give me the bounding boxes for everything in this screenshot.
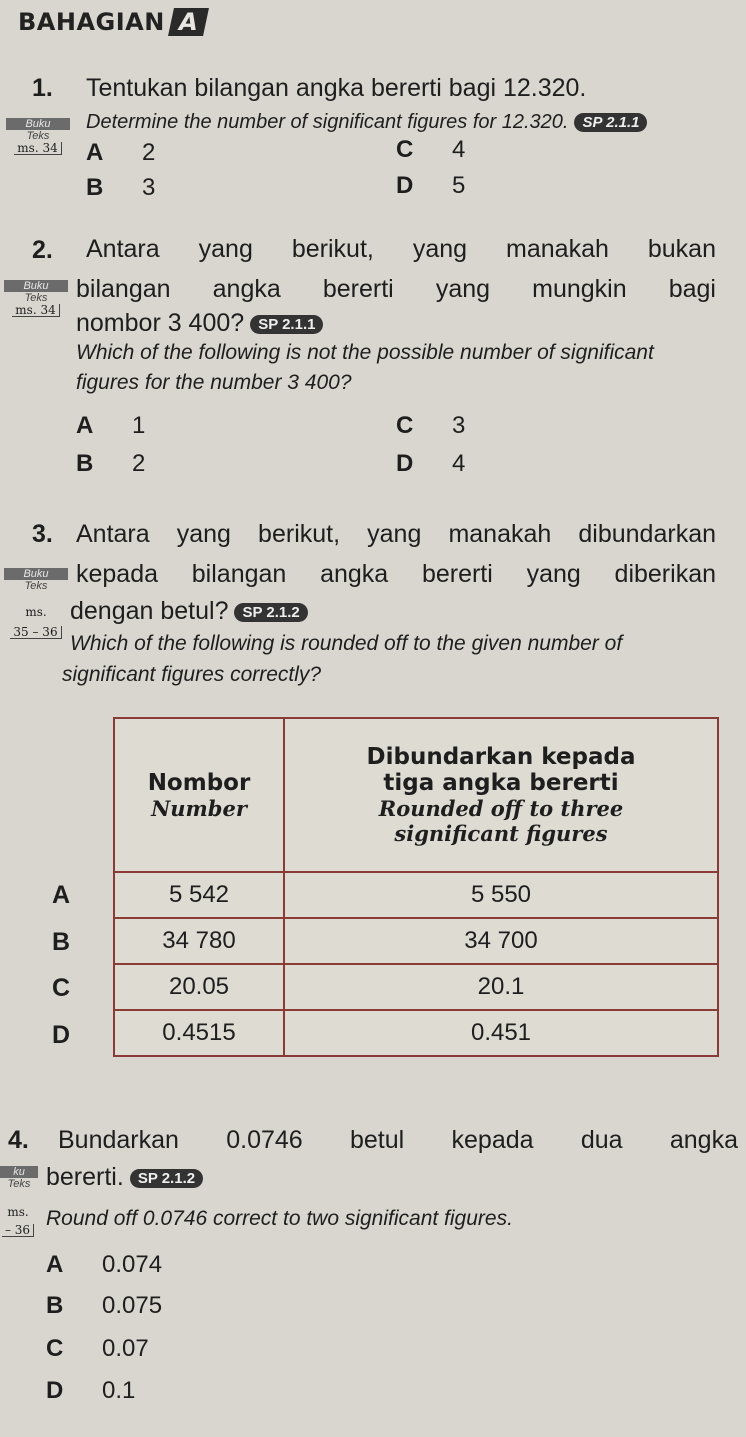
teks-tag: Teks <box>26 130 50 142</box>
cell-rounded: 20.1 <box>284 964 718 1010</box>
teks-tag: Teks <box>7 1178 31 1190</box>
q2-text-line3-label: nombor 3 400? <box>76 309 245 337</box>
option-letter: C <box>396 136 414 163</box>
cell-number: 20.05 <box>114 964 284 1010</box>
q2-option-c[interactable] <box>396 412 465 440</box>
q3-text-en2: significant figures correctly? <box>62 663 322 686</box>
option-letter: D <box>396 172 414 199</box>
option-letter: C <box>46 1335 64 1362</box>
sp-badge: SP 2.1.1 <box>574 113 647 132</box>
q1-option-d[interactable] <box>396 172 465 200</box>
option-value: 4 <box>452 450 466 477</box>
q3-option-d[interactable]: D <box>52 1021 71 1049</box>
option-value: 3 <box>142 174 156 201</box>
q4-option-b[interactable] <box>46 1292 162 1320</box>
q2-text-en1: Which of the following is not the possible number of significant <box>76 341 654 364</box>
q4-option-a[interactable] <box>46 1251 162 1279</box>
q2-text-en2: figures for the number 3 400? <box>76 371 352 394</box>
cell-number: 34 780 <box>114 918 284 964</box>
q1-text-en <box>86 111 647 134</box>
option-value: 0.074 <box>102 1251 163 1278</box>
col-number-en: Number <box>151 795 247 821</box>
page-range: – 36 <box>2 1224 34 1237</box>
section-header <box>18 8 206 36</box>
option-letter: C <box>396 412 414 439</box>
q4-option-d[interactable] <box>46 1377 135 1405</box>
q3-table <box>113 717 719 1057</box>
option-value: 5 <box>452 172 466 199</box>
cell-rounded: 34 700 <box>284 918 718 964</box>
q2-text-line1: Antara yang berikut, yang manakah bukan <box>86 235 716 263</box>
option-letter: B <box>86 174 104 201</box>
cell-number: 5 542 <box>114 872 284 918</box>
page-range: 35 – 36 <box>10 626 61 639</box>
cell-rounded: 5 550 <box>284 872 718 918</box>
q3-text-line3 <box>70 597 308 626</box>
q3-number: 3. <box>32 520 53 548</box>
buku-tag: Buku <box>4 568 68 580</box>
buku-tag: ku <box>0 1166 38 1178</box>
q2-option-d[interactable] <box>396 450 465 478</box>
option-value: 0.1 <box>102 1377 136 1404</box>
cell-number: 0.4515 <box>114 1010 284 1056</box>
q4-text-line1: Bundarkan 0.0746 betul kepada dua angka <box>58 1126 738 1154</box>
q1-number: 1. <box>32 74 53 102</box>
page-ms: ms. <box>7 1205 29 1219</box>
col-rounded-en1: Rounded off to three <box>378 796 624 821</box>
teks-tag: Teks <box>24 292 48 304</box>
col-number-header <box>114 718 284 872</box>
option-value: 3 <box>452 412 466 439</box>
option-value: 4 <box>452 136 466 163</box>
q2-text-line3 <box>76 309 323 338</box>
option-value: 2 <box>132 450 146 477</box>
option-letter: D <box>46 1377 64 1404</box>
q2-option-b[interactable] <box>76 450 145 478</box>
option-letter: D <box>396 450 414 477</box>
q4-number: 4. <box>8 1126 29 1154</box>
page-ms: ms. <box>25 605 47 619</box>
q1-option-a[interactable] <box>86 139 155 167</box>
buku-tag: Buku <box>4 280 68 292</box>
q2-text-line2: bilangan angka bererti yang mungkin bagi <box>76 275 716 303</box>
table-row <box>114 964 718 1010</box>
sp-badge: SP 2.1.1 <box>250 315 323 334</box>
page-ref: ms. 34 <box>14 142 61 155</box>
section-letter: A <box>168 8 209 36</box>
col-number-ms: Nombor <box>147 769 251 796</box>
q3-option-c[interactable]: C <box>52 974 71 1002</box>
option-letter: A <box>46 1251 64 1278</box>
q4-text-line2-label: bererti. <box>46 1163 124 1191</box>
option-letter: A <box>76 412 94 439</box>
option-value: 0.07 <box>102 1335 149 1362</box>
q3-text-line3-label: dengan betul? <box>70 597 229 625</box>
q3-text-line2: kepada bilangan angka bererti yang diberikan <box>76 560 716 588</box>
option-value: 0.075 <box>102 1292 163 1319</box>
option-value: 1 <box>132 412 146 439</box>
sp-badge: SP 2.1.2 <box>234 603 307 622</box>
q1-option-c[interactable] <box>396 136 465 164</box>
buku-tag: Buku <box>6 118 70 130</box>
q4-page-ref <box>0 1206 36 1237</box>
q4-textbook-ref <box>0 1166 38 1190</box>
table-row <box>114 872 718 918</box>
q3-text-line1: Antara yang berikut, yang manakah dibundarkan <box>76 520 716 548</box>
teks-tag: Teks <box>24 580 48 592</box>
q2-number: 2. <box>32 236 53 264</box>
table-row <box>114 1010 718 1056</box>
q2-option-a[interactable] <box>76 412 145 440</box>
q3-text-en1: Which of the following is rounded off to the given number of <box>70 632 623 655</box>
q1-option-b[interactable] <box>86 174 155 202</box>
col-rounded-en2: significant figures <box>394 821 608 846</box>
option-letter: B <box>46 1292 64 1319</box>
q3-page-ref <box>4 606 68 639</box>
table-header-row <box>114 718 718 872</box>
q3-option-a[interactable]: A <box>52 881 71 909</box>
q4-option-c[interactable] <box>46 1335 149 1363</box>
col-rounded-ms2: tiga angka bererti <box>383 770 619 796</box>
q2-textbook-ref <box>4 280 68 317</box>
q1-textbook-ref <box>6 118 70 155</box>
option-letter: A <box>86 139 104 166</box>
q1-text-ms: Tentukan bilangan angka bererti bagi 12.320. <box>86 74 587 102</box>
q3-option-b[interactable]: B <box>52 928 71 956</box>
q4-text-line2 <box>46 1163 203 1192</box>
q1-text-en-label: Determine the number of significant figures for 12.320. <box>86 111 569 133</box>
col-rounded-header <box>284 718 718 872</box>
option-value: 2 <box>142 139 156 166</box>
table-row <box>114 918 718 964</box>
section-label: BAHAGIAN <box>18 8 165 36</box>
cell-rounded: 0.451 <box>284 1010 718 1056</box>
sp-badge: SP 2.1.2 <box>130 1169 203 1188</box>
col-rounded-ms1: Dibundarkan kepada <box>366 744 636 770</box>
option-letter: B <box>76 450 94 477</box>
q3-textbook-ref <box>4 568 68 592</box>
page-ref: ms. 34 <box>12 304 59 317</box>
q4-text-en: Round off 0.0746 correct to two significant figures. <box>46 1207 513 1230</box>
